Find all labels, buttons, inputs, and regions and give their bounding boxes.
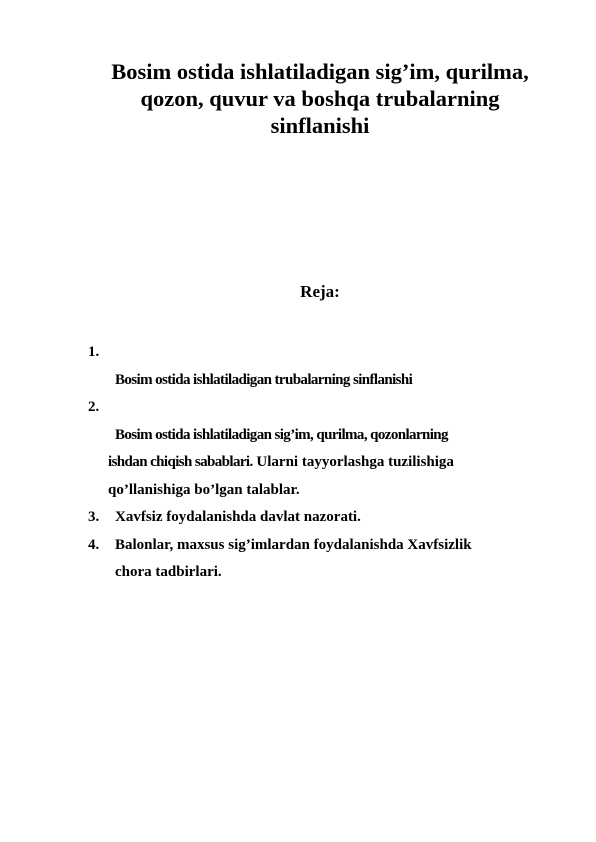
list-item-text	[115, 504, 558, 532]
list-item-line: Bosim ostida ishlatiladigan trubalarning sinflanishi	[115, 371, 413, 388]
list-item-number: 3.	[88, 509, 100, 525]
title-line: Bosim ostida ishlatiladigan sig’im, qurilma,	[111, 59, 529, 84]
list-item-segment: ishdan chiqish sabablari.	[108, 454, 253, 470]
list-item-number: 4.	[88, 536, 100, 553]
list-item-text	[115, 344, 558, 394]
title-line: sinflanishi	[270, 113, 370, 138]
list-item-text	[108, 399, 558, 504]
title-line: qozon, quvur va boshqa trubalarning	[140, 86, 500, 111]
list-item	[88, 532, 558, 587]
list-item-text	[115, 532, 558, 587]
list-item	[88, 504, 558, 532]
list-item-line: qo’llanishiga bo’lgan talablar.	[108, 481, 300, 498]
plan-list	[88, 339, 558, 587]
list-item-line: Xavfsiz foydalanishda davlat nazorati.	[115, 509, 361, 525]
list-item-number: 1.	[88, 344, 100, 360]
list-item-number: 2.	[88, 399, 100, 415]
list-item	[88, 394, 558, 504]
list-item-line	[108, 449, 558, 477]
document-title	[70, 58, 570, 139]
list-item	[88, 339, 558, 394]
list-item-line: chora tadbirlari.	[115, 564, 222, 580]
list-item-line: Balonlar, maxsus sig’imlardan foydalanishda Xavfsizlik	[115, 536, 472, 553]
list-item-segment: Ularni tayyorlashga tuzilishiga	[252, 454, 454, 470]
plan-heading: Reja:	[300, 282, 340, 301]
list-item-line: Bosim ostida ishlatiladigan sig’im, qurilma, qozonlarning	[115, 426, 448, 443]
